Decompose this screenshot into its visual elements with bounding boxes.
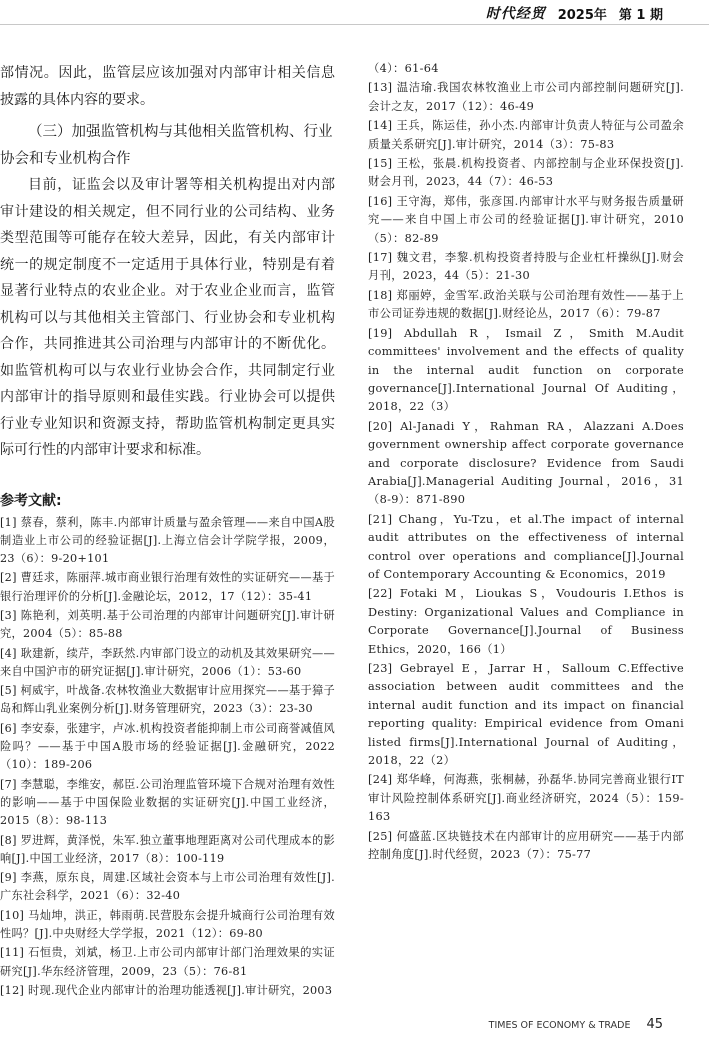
reference-item: [2] 曹廷求，陈丽萍.城市商业银行治理有效性的实证研究——基于银行治理评价的分析[J].金融论坛，2012，17（12）：35-41 — [0, 571, 335, 603]
issue-number: 第 1 期 — [618, 7, 663, 23]
reference-item: [24] 郑华峰，何海燕，张桐赫，孙磊华.协同完善商业银行IT审计风险控制体系研究[J].商业经济研究，2024（5）：159-163 — [368, 773, 684, 824]
reference-item: [8] 罗进辉，黄泽悦，朱军.独立董事地理距离对公司代理成本的影响[J].中国工业经济，2017（8）：100-119 — [0, 833, 335, 865]
running-header — [486, 3, 663, 23]
reference-item: [18] 郑丽婷，金雪军.政治关联与公司治理有效性——基于上市公司证券违规的数据[J].财经论丛，2017（6）：79-87 — [368, 288, 684, 321]
reference-item: [22] Fotaki M，Lioukas S，Voudouris I.Ethos is Destiny: Organizational Values and Compliance in Corporate Governance[J].Journal of Business Ethics，2020，166（1） — [368, 587, 684, 656]
reference-item: [14] 王兵，陈运佳，孙小杰.内部审计负责人特征与公司盈余质量关系研究[J].审计研究，2014（3）：75-83 — [368, 119, 684, 151]
reference-list-right — [368, 60, 684, 864]
reference-item: [13] 温洁瑜.我国农林牧渔业上市公司内部控制问题研究[J].会计之友，2017（12）：46-49 — [368, 81, 684, 113]
reference-item: [10] 马灿坤，洪正，韩雨萌.民营股东会提升城商行公司治理有效性吗？[J].中央财经大学学报，2021（12）：69-80 — [0, 908, 335, 941]
reference-item: [5] 柯威宇，叶战备.农林牧渔业大数据审计应用探究——基于獐子岛和辉山乳业案例分析[J].财务管理研究，2023（3）：23-30 — [0, 684, 335, 716]
reference-item: [12] 时现.现代企业内部审计的治理功能透视[J].审计研究，2003 — [0, 983, 333, 997]
reference-item: [9] 李燕，原东良，周建.区域社会资本与上市公司治理有效性[J].广东社会科学，2021（6）：32-40 — [0, 871, 335, 903]
reference-item: [4] 耿建新，续芹，李跃然.内审部门设立的动机及其效果研究——来自中国沪市的研究证据[J].审计研究，2006（1）：53-60 — [0, 646, 335, 678]
reference-item: [11] 石恒贵，刘斌，杨卫.上市公司内部审计部门治理效果的实证研究[J].华东经济管理，2009，23（5）：76-81 — [0, 946, 335, 978]
reference-item: [6] 李安泰，张建宇，卢冰.机构投资者能抑制上市公司商誉减值风险吗？——基于中国A股市场的经验证据[J].金融研究，2022（10）：189-206 — [0, 721, 335, 772]
magazine-name: 时代经贸 — [485, 6, 546, 22]
body-paragraph: 目前，证监会以及审计署等相关机构提出对内部审计建设的相关规定，但不同行业的公司结构、业务类型范围等可能存在较大差异，因此，有关内部审计统一的规定制度不一定适用于具体行业，特别是有着显著行业特点的农业企业。对于农业企业而言，监管机构可以与其他相关主管部门、行业协会和专业机构合作，共同推进其公司治理与内部审计的不断优化。如监管机构可以与农业行业协会合作，共同制定行业内部审计的指导原则和最佳实践。行业协会可以提供行业专业知识和资源支持，帮助监管机构制定更具实际可行性的内部审计要求和标准。 — [0, 177, 335, 458]
reference-item: [17] 魏文君，李黎.机构投资者持股与企业杠杆操纵[J].财会月刊，2023，44（5）：21-30 — [368, 251, 684, 283]
reference-item: [15] 王松，张晨.机构投资者、内部控制与企业环保投资[J].财会月刊，2023，44（7）：46-53 — [368, 157, 684, 189]
running-footer — [489, 1017, 663, 1032]
left-column — [0, 60, 335, 1001]
right-column — [368, 60, 684, 865]
reference-item: [25] 何盛蓝.区块链技术在内部审计的应用研究——基于内部控制角度[J].时代经贸，2023（7）：75-77 — [368, 829, 684, 862]
reference-item: [3] 陈艳利，刘英明.基于公司治理的内部审计问题研究[J].审计研究，2004（5）：85-88 — [0, 608, 335, 641]
reference-item: （4）：61-64 — [368, 62, 439, 75]
body-paragraph-continued: 部情况。因此，监管层应该加强对内部审计相关信息披露的具体内容的要求。 — [0, 65, 335, 108]
reference-list-left — [0, 514, 335, 1001]
section-heading: （三）加强监管机构与其他相关监管机构、行业协会和专业机构合作 — [0, 124, 333, 167]
page-number: 45 — [646, 1017, 663, 1032]
reference-item: [19] Abdullah R，Ismail Z，Smith M.Audit committees' involvement and the effects of quality in the internal audit function on corporate governance[J].International Journal Of Auditing，2018，22（3） — [368, 326, 684, 414]
header-rule — [0, 24, 709, 25]
issue-year: 2025年 — [557, 7, 607, 23]
reference-item: [21] Chang，Yu-Tzu，et al.The impact of internal audit attributes on the effectiveness of internal control over operations and compliance[J].Journal of Contemporary Accounting & Economics，2019 — [368, 512, 684, 581]
journal-name: TIMES OF ECONOMY & TRADE — [488, 1020, 631, 1031]
reference-item: [7] 李慧聪，李维安，郝臣.公司治理监管环境下合规对治理有效性的影响——基于中国保险业数据的实证研究[J].中国工业经济，2015（8）：98-113 — [0, 777, 335, 828]
reference-item: [16] 王守海，郑伟，张彦国.内部审计水平与财务报告质量研究——来自中国上市公司的经验证据[J].审计研究，2010（5）：82-89 — [368, 194, 684, 245]
references-title: 参考文献: — [0, 492, 62, 509]
reference-item: [23] Gebrayel E，Jarrar H，Salloum C.Effective association between audit committees and the internal audit function and its impact on financial reporting quality: Empirical evidence from Omani listed firms[J].International Journal of Auditing，2018，22（2） — [368, 662, 684, 768]
reference-item: [20] Al-Janadi Y，Rahman RA，Alazzani A.Does government ownership affect corporate governance and corporate disclosure? Evidence from Saudi Arabia[J].Managerial Auditing Journal，2016，31（8-9）：871-890 — [368, 419, 684, 507]
reference-item: [1] 蔡春，蔡利，陈丰.内部审计质量与盈余管理——来自中国A股制造业上市公司的经验证据[J].上海立信会计学院学报，2009，23（6）：9-20+101 — [0, 515, 335, 566]
